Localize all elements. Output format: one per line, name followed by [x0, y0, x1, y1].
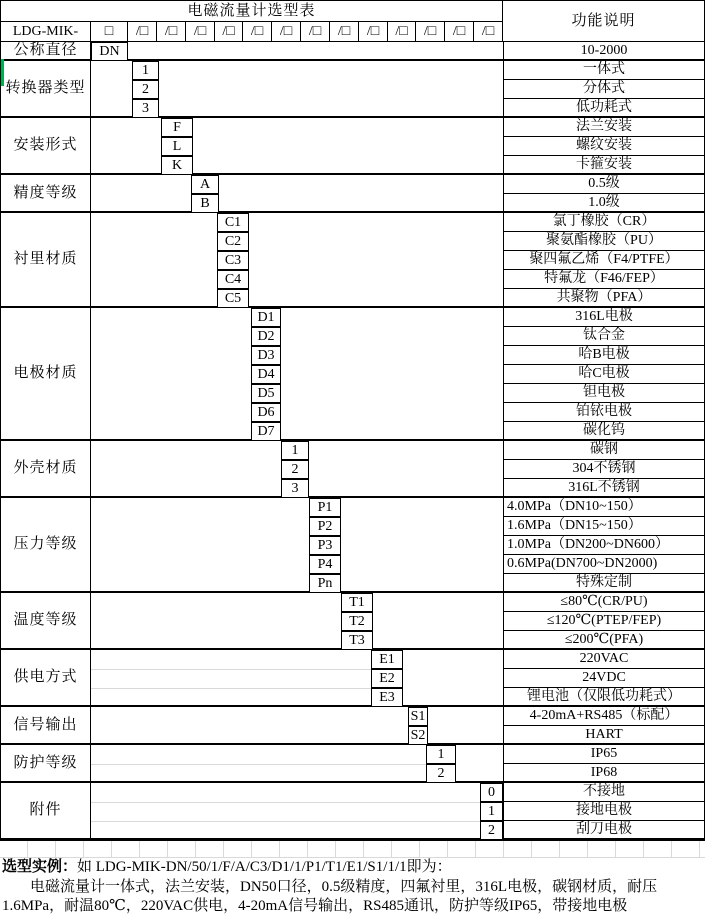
option-desc-cell: IP65 [503, 745, 704, 764]
option-code-cell: DN [91, 42, 128, 61]
model-slash-box: /□ [243, 22, 272, 42]
section-label: 安装形式 [1, 118, 91, 175]
selection-example [0, 858, 705, 916]
model-slash-box: /□ [474, 22, 503, 42]
staircase-filler [91, 498, 503, 593]
option-code-cell: D3 [251, 346, 281, 365]
example-line3: 1.6MPa，耐温80℃，220VAC供电，4-20mA信号输出，RS485通讯，防护等级IP65，带接地电极 [2, 898, 628, 914]
option-desc-cell: 碳化钨 [503, 422, 704, 441]
option-desc-cell: 分体式 [503, 80, 704, 99]
section-label: 电极材质 [1, 308, 91, 441]
model-slash-box: /□ [330, 22, 359, 42]
staircase-filler [91, 42, 503, 61]
faint-grid-line [91, 821, 480, 822]
option-desc-cell: 0.5级 [503, 175, 704, 194]
model-slash-box: /□ [445, 22, 474, 42]
option-code-cell: 2 [281, 460, 309, 479]
table-title: 电磁流量计选型表 [1, 1, 503, 22]
model-slash-box: /□ [157, 22, 186, 42]
option-desc-cell: ≤80℃(CR/PU) [503, 593, 704, 612]
spreadsheet-gridline-row [0, 841, 705, 858]
section-label: 防护等级 [1, 745, 91, 783]
option-code-cell: P3 [309, 536, 341, 555]
section-label: 温度等级 [1, 593, 91, 650]
staircase-filler [91, 118, 503, 175]
example-line1 [0, 858, 705, 878]
option-code-cell: K [161, 156, 193, 175]
model-slash-box: /□ [128, 22, 157, 42]
option-desc-cell: 法兰安装 [503, 118, 704, 137]
section-label: 衬里材质 [1, 213, 91, 308]
option-desc-cell: 10-2000 [503, 42, 704, 61]
section-label: 精度等级 [1, 175, 91, 213]
option-desc-cell: 1.0MPa（DN200~DN600） [503, 536, 704, 555]
option-code-cell: P4 [309, 555, 341, 574]
option-desc-cell: 316L电极 [503, 308, 704, 327]
faint-grid-line [91, 688, 371, 689]
option-code-cell: S1 [408, 707, 428, 726]
option-desc-cell: 哈C电极 [503, 365, 704, 384]
option-desc-cell: IP68 [503, 764, 704, 783]
option-code-cell: 1 [281, 441, 309, 460]
option-code-cell: T3 [341, 631, 373, 650]
option-desc-cell: HART [503, 726, 704, 745]
option-desc-cell: 4-20mA+RS485（标配） [503, 707, 704, 726]
option-code-cell: B [191, 194, 219, 213]
faint-grid-line [91, 669, 371, 670]
option-code-cell: D7 [251, 422, 281, 441]
staircase-filler [91, 593, 503, 650]
staircase-filler [91, 175, 503, 213]
option-code-cell: 1 [426, 745, 456, 764]
example-line2: 电磁流量计一体式，法兰安装，DN50口径，0.5级精度，四氟衬里，316L电极，碳钢材质，耐压 [30, 878, 658, 895]
section-label: 压力等级 [1, 498, 91, 593]
model-prefix: LDG-MIK- [1, 22, 91, 42]
model-slash-box: /□ [388, 22, 416, 42]
option-code-cell: 1 [132, 61, 159, 80]
example-model-string: 如 LDG-MIK-DN/50/1/F/A/C3/D1/1/P1/T1/E1/S1/1/1即为： [77, 859, 452, 875]
option-desc-cell: 304不锈钢 [503, 460, 704, 479]
model-slash-box: /□ [359, 22, 388, 42]
option-desc-cell: 不接地 [503, 783, 704, 802]
faint-grid-line [91, 764, 426, 765]
option-desc-cell: 0.6MPa(DN700~DN2000) [503, 555, 704, 574]
option-code-cell: A [191, 175, 219, 194]
option-code-cell: 3 [132, 99, 159, 118]
staircase-filler [91, 308, 503, 441]
option-desc-cell: 锂电池（仅限低功耗式） [503, 688, 704, 707]
example-heading: 选型实例： [2, 859, 78, 875]
section-label: 外壳材质 [1, 441, 91, 498]
option-code-cell: 0 [480, 783, 503, 802]
option-desc-cell: 聚四氟乙烯（F4/PTFE） [503, 251, 704, 270]
model-slash-box: /□ [301, 22, 330, 42]
option-code-cell: T2 [341, 612, 373, 631]
option-desc-cell: 碳钢 [503, 441, 704, 460]
option-code-cell: D2 [251, 327, 281, 346]
option-code-cell: 1 [480, 802, 503, 821]
staircase-filler [91, 650, 503, 707]
model-slash-box: /□ [272, 22, 301, 42]
option-code-cell: C4 [217, 270, 249, 289]
option-code-cell: 3 [281, 479, 309, 498]
option-desc-cell: 特殊定制 [503, 574, 704, 593]
option-desc-cell: 220VAC [503, 650, 704, 669]
option-code-cell: E1 [371, 650, 403, 669]
option-code-cell: D6 [251, 403, 281, 422]
option-desc-cell: 1.0级 [503, 194, 704, 213]
section-label: 附件 [1, 783, 91, 840]
option-code-cell: L [161, 137, 193, 156]
option-code-cell: F [161, 118, 193, 137]
option-desc-cell: 一体式 [503, 61, 704, 80]
option-desc-cell: 低功耗式 [503, 99, 704, 118]
option-desc-cell: 24VDC [503, 669, 704, 688]
option-desc-cell: ≤120℃(PTEP/FEP) [503, 612, 704, 631]
option-desc-cell: 接地电极 [503, 802, 704, 821]
option-desc-cell: 刮刀电极 [503, 821, 704, 840]
option-code-cell: Pn [309, 574, 341, 593]
option-desc-cell: 共聚物（PFA） [503, 289, 704, 308]
option-desc-cell: 特氟龙（F46/FEP） [503, 270, 704, 289]
model-slash-box: /□ [186, 22, 215, 42]
option-code-cell: P2 [309, 517, 341, 536]
option-code-cell: E3 [371, 688, 403, 707]
left-edge-green-mark [1, 59, 4, 86]
section-label: 信号输出 [1, 707, 91, 745]
option-code-cell: 2 [480, 821, 503, 840]
section-label: 供电方式 [1, 650, 91, 707]
option-desc-cell: 氯丁橡胶（CR） [503, 213, 704, 232]
option-code-cell: E2 [371, 669, 403, 688]
staircase-filler [91, 213, 503, 308]
staircase-filler [91, 707, 503, 745]
option-desc-cell: ≤200℃(PFA) [503, 631, 704, 650]
option-code-cell: D1 [251, 308, 281, 327]
option-code-cell: C3 [217, 251, 249, 270]
option-desc-cell: 铂铱电极 [503, 403, 704, 422]
function-column-header: 功能说明 [503, 1, 704, 42]
model-first-box: □ [91, 22, 128, 42]
model-slash-box: /□ [215, 22, 243, 42]
option-code-cell: 2 [132, 80, 159, 99]
option-desc-cell: 钛合金 [503, 327, 704, 346]
section-label: 公称直径 [1, 42, 91, 61]
option-code-cell: C1 [217, 213, 249, 232]
model-slash-box: /□ [416, 22, 445, 42]
option-code-cell: C5 [217, 289, 249, 308]
option-desc-cell: 哈B电极 [503, 346, 704, 365]
option-code-cell: C2 [217, 232, 249, 251]
option-desc-cell: 聚氨酯橡胶（PU） [503, 232, 704, 251]
option-code-cell: D5 [251, 384, 281, 403]
option-desc-cell: 316L不锈钢 [503, 479, 704, 498]
option-desc-cell: 4.0MPa（DN10~150） [503, 498, 704, 517]
option-code-cell: P1 [309, 498, 341, 517]
staircase-filler [91, 783, 503, 840]
option-code-cell: S2 [408, 726, 428, 745]
option-desc-cell: 卡箍安装 [503, 156, 704, 175]
option-desc-cell: 螺纹安装 [503, 137, 704, 156]
section-label: 转换器类型 [1, 61, 91, 118]
faint-grid-line [91, 802, 480, 803]
option-desc-cell: 钽电极 [503, 384, 704, 403]
option-desc-cell: 1.6MPa（DN15~150） [503, 517, 704, 536]
option-code-cell: T1 [341, 593, 373, 612]
option-code-cell: D4 [251, 365, 281, 384]
option-code-cell: 2 [426, 764, 456, 783]
